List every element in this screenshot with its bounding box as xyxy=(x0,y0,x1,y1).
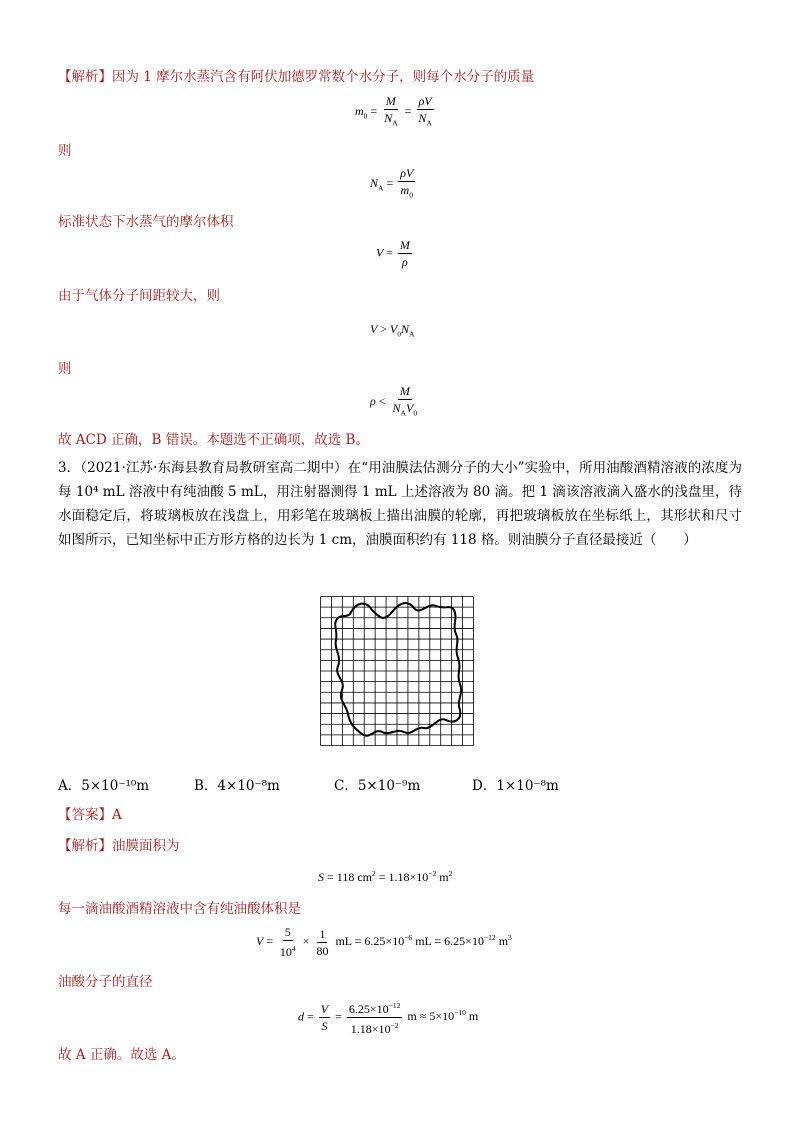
option-d-value: 1×10⁻⁸m xyxy=(496,778,559,794)
option-b xyxy=(194,774,280,794)
conclusion-1: 故 ACD 正确，B 错误。本题选不正确项，故选 B。 xyxy=(58,432,369,448)
option-d xyxy=(472,774,559,794)
label-gap: 由于气体分子间距较大，则 xyxy=(58,288,220,304)
analysis-2-tag: 【解析】 xyxy=(58,838,112,854)
formula-volume: V = $\frac{5}{10^4}$ × $\frac{1}{80}$ mL = $6.25\times 10^{-6}$ mL = $6.25\times 10^{-12}$ $m^3$ xyxy=(256,925,512,959)
question-body: 在“用油膜法估测分子的大小”实验中，所用油酸酒精溶液的浓度为每 10⁴ mL 溶液中有纯油酸 5 mL，用注射器测得 1 mL 上述溶液为 80 滴。把 1 滴该溶液滴入盛水的浅盘里，待水面稳定后，将玻璃板放在浅盘上，用彩笔在玻璃板上描出油膜的轮廓，再把玻璃板放在坐标纸上，其形状和尺寸如图所示，已知坐标中正方形方格的边长为 1 cm，油膜面积约有 118 格。则油膜分子直径最接近（ ） xyxy=(58,460,742,548)
answer-value: A xyxy=(112,807,122,823)
question-source: （2021·江苏·东海县教育局教研室高二期中） xyxy=(80,460,348,476)
option-c-letter: C． xyxy=(334,778,358,794)
question-number: 3． xyxy=(58,460,81,476)
option-b-value: 4×10⁻⁸m xyxy=(217,778,280,794)
grid-lines xyxy=(321,597,474,746)
diameter-label: 油酸分子的直径 xyxy=(58,974,153,990)
volume-label: 每一滴油酸酒精溶液中含有纯油酸体积是 xyxy=(58,901,301,917)
option-c-value: 5×10⁻⁹m xyxy=(357,778,421,794)
label-then-2: 则 xyxy=(58,361,72,377)
analysis-2-line xyxy=(58,837,180,855)
formula-diameter: d = $\frac{V}{S}$ = $\frac{6.25\times 10^{-12}}{1.18\times 10^{-2}}$ $m \approx 5\times 10^{-10}$ m xyxy=(298,1001,479,1036)
conclusion-2: 故 A 正确。故选 A。 xyxy=(58,1047,185,1063)
formula-area: S = 118 $cm^2 = 1.18\times 10^{-2}$ $m^2$ xyxy=(318,869,453,884)
option-b-letter: B． xyxy=(194,778,218,794)
option-a-letter: A． xyxy=(58,778,82,794)
oil-film-outline xyxy=(335,603,461,736)
label-then-1: 则 xyxy=(58,143,72,159)
formula-molar-volume: V = $\frac{M}{\rho}$ xyxy=(376,238,410,269)
analysis-text: 因为 1 摩尔水蒸汽含有阿伏加德罗常数个水分子，则每个水分子的质量 xyxy=(112,69,535,85)
option-c xyxy=(334,774,420,794)
analysis-tag: 【解析】 xyxy=(58,69,112,85)
area-label: 油膜面积为 xyxy=(112,838,180,854)
option-d-letter: D． xyxy=(472,778,497,794)
answer-line xyxy=(58,806,122,824)
question-text xyxy=(58,456,742,552)
oil-film-figure xyxy=(320,596,474,746)
option-a-value: 5×10⁻¹⁰m xyxy=(81,778,150,794)
label-molar-volume: 标准状态下水蒸气的摩尔体积 xyxy=(58,214,234,230)
formula-molecule-mass: $m_0$ = $\frac{M}{N_A}$ = $\frac{\rho V}{N_A}$ xyxy=(355,94,432,128)
analysis-line xyxy=(58,68,534,86)
formula-density-inequality: ρ < $\frac{M}{N_AV_0}$ xyxy=(370,384,418,418)
formula-avogadro: $N_A$ = $\frac{\rho V}{m_0}$ xyxy=(370,166,414,200)
option-a xyxy=(58,774,149,794)
answer-tag: 【答案】 xyxy=(58,807,112,823)
formula-inequality-volume: $V > V_0N_A$ xyxy=(370,322,415,339)
